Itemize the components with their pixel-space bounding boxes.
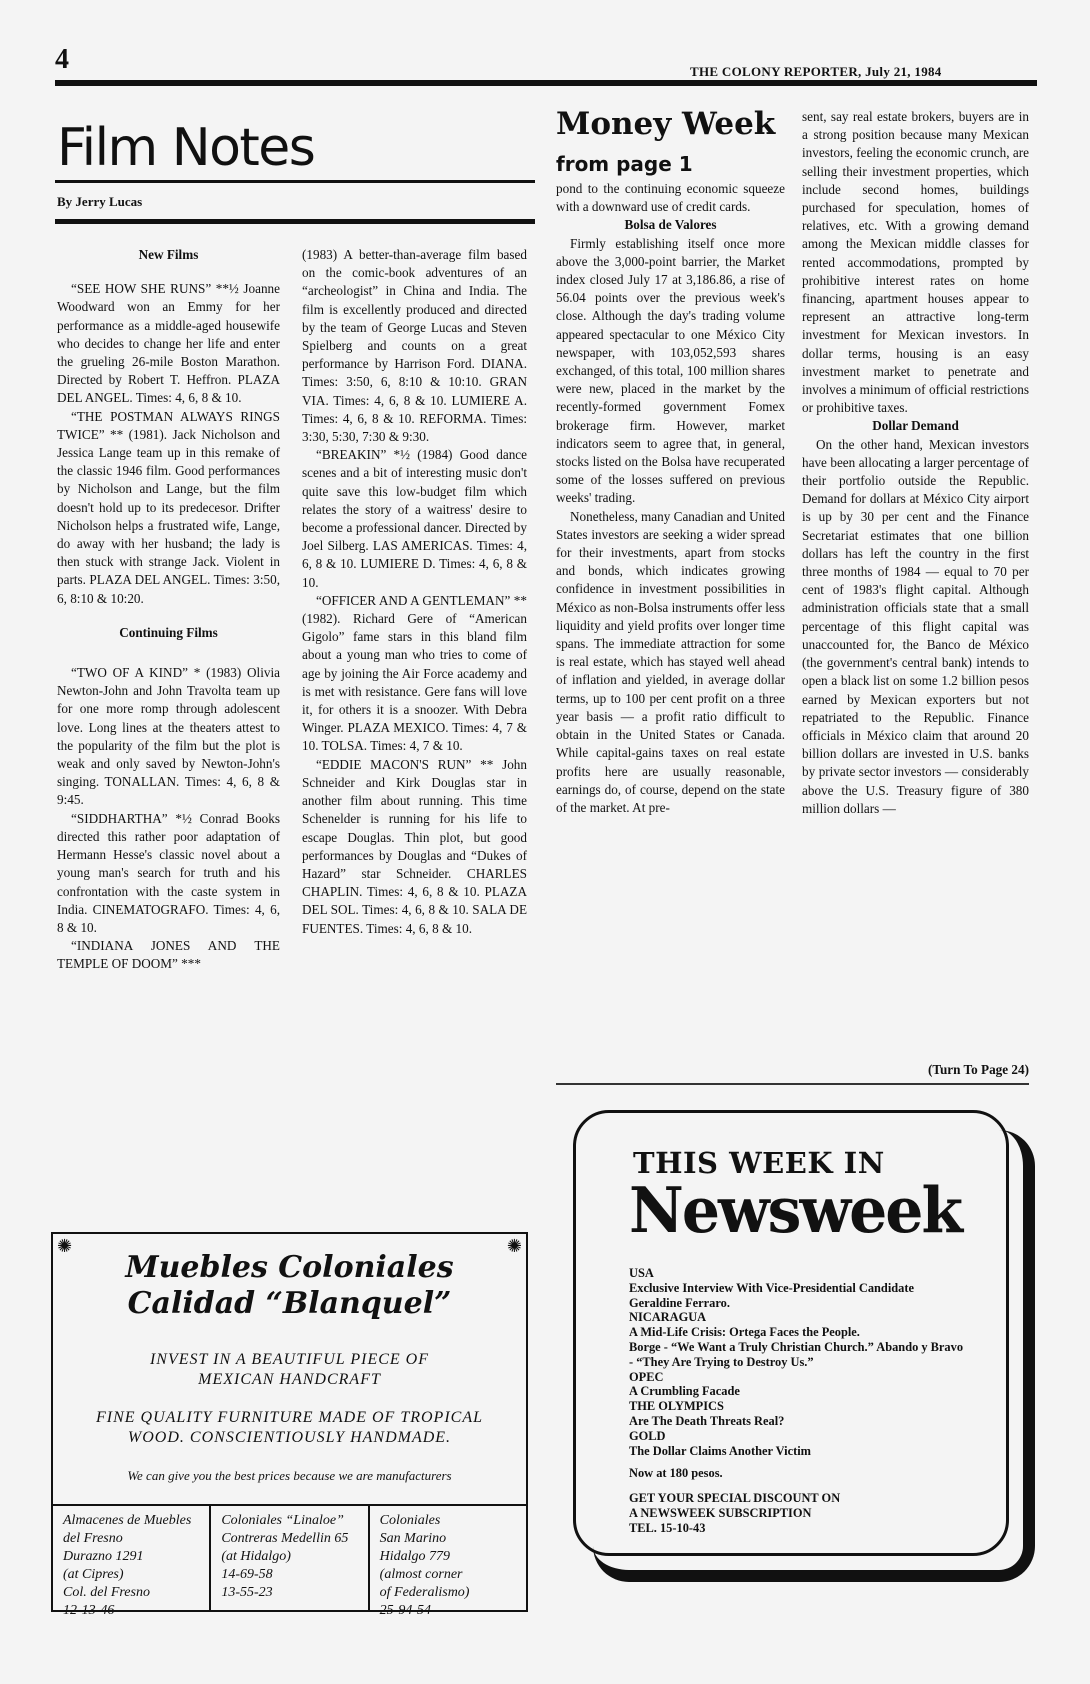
paragraph: (1983) A better-than-average film based on the comic-book adventures of an “archeologist” in China and India. The film is excellently produced and directed by the team of George Lucas and Steven Spielberg and counts on a great performance by Harrison Ford. DIANA. Times: 3:50, 6, 8:10 & 10:10. GRAN VIA. Times: 4, 6, 8 & 10. LUMIERE A. Times: 4, 6, 8 & 10. REFORMA. Times: 3:30, 5:30, 7:30 & 9:30. [302,247,527,445]
store-1 [53,1506,211,1618]
ad-headline-1: Muebles Coloniales [125,1250,454,1285]
store-line: Coloniales “Linaloe” [221,1513,344,1528]
paragraph: Firmly establishing itself once more above the 3,000-point barrier, the Market index closed July 17 at 3,186.86, a rise of 56.04 points over the previous week's close. Although the day's trading volume appeared spectacular to one México City newspaper, with 103,052,593 shares exchanged, of this total, 100 million shares were new, placed in the market by the recently-formed government Fomex brokerage firm. However, market indicators seem to agree that, in general, stocks listed on the Bolsa have recuperated some of the losses suffered on previous weeks' trading. [556,235,785,506]
contents-line: The Dollar Claims Another Victim [629,1443,811,1458]
paragraph: “BREAKIN” *½ (1984) Good dance scenes and a bit of interesting music don't quite save this low-budget film which relates the story of a waitress' desire to become a professional dancer. Directed by Joel Silberg. LAS AMERICAS. Times: 4, 6, 8 & 10. LUMIERE D. Times: 4, 6, 8 & 10. [302,447,527,590]
ad-note: We can give you the best prices because we are manufacturers [127,1468,452,1483]
paragraph: “OFFICER AND A GENTLEMAN” ** (1982). Richard Gere of “American Gigolo” fame stars in this bland film about a young man who tries to come of age by joining the Air Force academy and is met with resistance. Gere fans will love it, for others it is a snoozer. With Debra Winger. PLAZA MEXICO. Times: 4, 7 & 10. TOLSA. Times: 4, 7 & 10. [302,592,527,754]
money-week-subtitle: from page 1 [556,152,693,176]
top-rule [55,80,1037,86]
paragraph: pond to the continuing economic squeeze with a downward use of credit cards. [556,181,785,215]
contents-line: USA [629,1266,654,1280]
store-line: San Marino [379,1531,447,1546]
contents-line: Exclusive Interview With Vice-Presidential Candidate Geraldine Ferraro. [629,1280,914,1310]
byline: By Jerry Lucas [57,194,143,209]
ornament-icon: ✺ [57,1236,73,1256]
masthead: THE COLONY REPORTER, July 21, 1984 [690,64,942,79]
phone-line: TEL. 15-10-43 [629,1520,706,1535]
contents-line: Borge - “We Want a Truly Christian Church.” Abando y Bravo - “They Are Trying to Destroy Us.” [629,1339,964,1369]
subheading: Dollar Demand [872,418,959,434]
contents-line: GOLD [629,1428,666,1443]
money-week-column-2 [802,108,1029,818]
store-line: Col. del Fresno [63,1585,150,1600]
furniture-ad [51,1232,528,1618]
paragraph: “THE POSTMAN ALWAYS RINGS TWICE” ** (1981). Jack Nicholson and Jessica Lange team up in this remake of the classic 1946 film. Good performances by Nicholson and Lange, but the film doesn't hold up to its predecesor. Drifter Nicholson helps a frustrated wife, Lange, do away with her husband; the lady is then stuck with strange Jack. Violent in parts. PLAZA DEL ANGEL. Times: 3:50, 6, 8:10 & 10:20. [57,408,280,606]
paragraph: “SEE HOW SHE RUNS” **½ Joanne Woodward won an Emmy for her performance as a middle-aged housewife who decides to change her life and enter the grueling 26-mile Boston Marathon. Directed by Robert T. Heffron. PLAZA DEL ANGEL. Times: 4, 6, 8 & 10. [57,281,280,406]
this-week-in: THIS WEEK IN [633,1146,885,1180]
film-notes-column-2 [302,246,527,938]
store-2 [211,1506,369,1610]
store-line: of Federalismo) [379,1585,470,1600]
contents-line: NICARAGUA [629,1310,707,1325]
money-week-title: Money Week [556,106,776,142]
newsweek-ad [573,1110,1029,1570]
subheading: Bolsa de Valores [624,217,717,233]
paragraph: “EDDIE MACON'S RUN” ** John Schneider and Kirk Douglas star in another film about running. This time Schenelder is running for his life to escape Douglas. Thin plot, but good performances by Douglas and “Dukes of Hazard” star Schneider. CHARLES CHAPLIN. Times: 4, 6, 8 & 10. PLAZA DEL SOL. Times: 4, 6, 8 & 10. SALA DE FUENTES. Times: 4, 6, 8 & 10. [302,756,527,936]
contents-line: A Crumbling Facade [629,1384,740,1399]
newsweek-contents [629,1266,969,1536]
store-line: (at Hidalgo) [221,1549,291,1564]
film-notes-title: Film Notes [57,118,315,178]
store-phone: 12-13-46 [63,1603,115,1618]
ad-tagline: MEXICAN HANDCRAFT [198,1371,381,1388]
store-line: (almost corner [379,1567,463,1582]
ad-tagline: INVEST IN A BEAUTIFUL PIECE OF [149,1351,430,1368]
store-phone: 14-69-58 [221,1567,273,1582]
store-line: Hidalgo 779 [379,1549,451,1564]
ad-tagline: FINE QUALITY FURNITURE MADE OF TROPICAL [96,1409,483,1426]
paragraph: “TWO OF A KIND” * (1983) Olivia Newton-John and John Travolta team up for one more romp through adolescent love. Long lines at the theaters attest to the popularity of the film but the plot is weak and only saved by Newton-John's singing. TONALLAN. Times: 4, 6, 8 & 9:45. [57,665,280,808]
paragraph: Nonetheless, many Canadian and United States investors are seeking a wider spread for their investments, apart from stocks and bonds, which indicates growing confidence in investment possibilities in México as non-Bolsa instruments offer less liquidity and yield profits over longer time spans. The immediate attraction for some is real estate, which has stayed well ahead of inflation and yielded, in average dollar terms, up to 100 per cent profit on a three year basis — a profit ratio difficult to obtain in the United States or Canada. While capital-gains taxes on real estate profits here are usually reasonable, earnings do, of course, depend on the state of the market. At pre- [556,508,785,815]
contents-line: Are The Death Threats Real? [629,1413,785,1428]
title-rule [55,180,535,183]
spacer [57,264,280,280]
store-line: (at Cipres) [63,1567,124,1582]
newsweek-logo: Newsweek [629,1174,962,1248]
ad-headline-2: Calidad “Blanquel” [127,1286,452,1321]
film-notes-column-1 [57,246,280,974]
money-week-column-1 [556,180,785,817]
subheading: Continuing Films [119,624,218,640]
store-3 [370,1506,526,1618]
contents-line: OPEC [629,1369,664,1384]
ad-tagline: WOOD. CONSCIENTIOUSLY HANDMADE. [127,1429,452,1446]
paragraph: “INDIANA JONES AND THE TEMPLE OF DOOM” *** [57,938,280,972]
paragraph: On the other hand, Mexican investors have been allocating a larger percentage of their portfolio outside the Republic. Demand for dollars at México City airport is up by 30 per cent and the Finance Secretariat estimates that one billion dollars has left the country in the first three months of 1984 — equal to 70 per cent of 1983's flight capital. Although administration officials state that a small percentage of this flight capital was unaccounted for, the Banco de México (the government's central bank) intends to open a black list on some 1.2 billion pesos earned by Mexican exporters but not repatriated to the Republic. Finance officials in México claim that around 20 billion dollars are invested in U.S. banks by private sector investors — considerably above the U.S. Treasury figure of 380 million dollars — [802,436,1029,816]
paragraph: “SIDDHARTHA” *½ Conrad Books directed this rather poor adaptation of Hermann Hesse's classic novel about a young man's search for truth and his confrontation with the caste system in India. CINEMATOGRAFO. Times: 4, 6, 8 & 10. [57,810,280,935]
cta-line: GET YOUR SPECIAL DISCOUNT ON [629,1491,841,1506]
price-line: Now at 180 pesos. [629,1466,723,1481]
ornament-icon: ✺ [506,1236,522,1256]
page-number: 4 [55,44,69,75]
section-divider [556,1083,1029,1085]
contents-line: THE OLYMPICS [629,1399,724,1414]
store-phone: 13-55-23 [221,1585,273,1600]
subheading: New Films [138,247,199,262]
cta-line: A NEWSWEEK SUBSCRIPTION [629,1505,812,1520]
store-line: Coloniales [379,1513,441,1528]
store-list [53,1504,526,1618]
turn-to-page: (Turn To Page 24) [927,1062,1029,1077]
store-line: del Fresno [63,1531,123,1546]
store-line: Almacenes de Muebles [63,1513,192,1528]
paragraph: sent, say real estate brokers, buyers are in a strong position because many Mexican investors, feeling the economic crunch, are selling their investment properties, which include second homes, buildings purchased for speculation, homes of relatives, etc. With a growing demand among the Mexican middle classes for rented accommodations, prompted by prohibitive interest rates on home financing, apartment houses appear to represent an attractive long-term investment for Mexican investors. In dollar terms, housing is an easy investment market to penetrate and involves a minimum of official restrictions or prohibitive taxes. [802,109,1029,416]
store-line: Durazno 1291 [63,1549,144,1564]
byline-rule [55,219,535,224]
contents-line: A Mid-Life Crisis: Ortega Faces the People. [629,1325,860,1340]
store-phone: 25-94-54 [379,1603,431,1618]
store-line: Contreras Medellin 65 [221,1531,349,1546]
